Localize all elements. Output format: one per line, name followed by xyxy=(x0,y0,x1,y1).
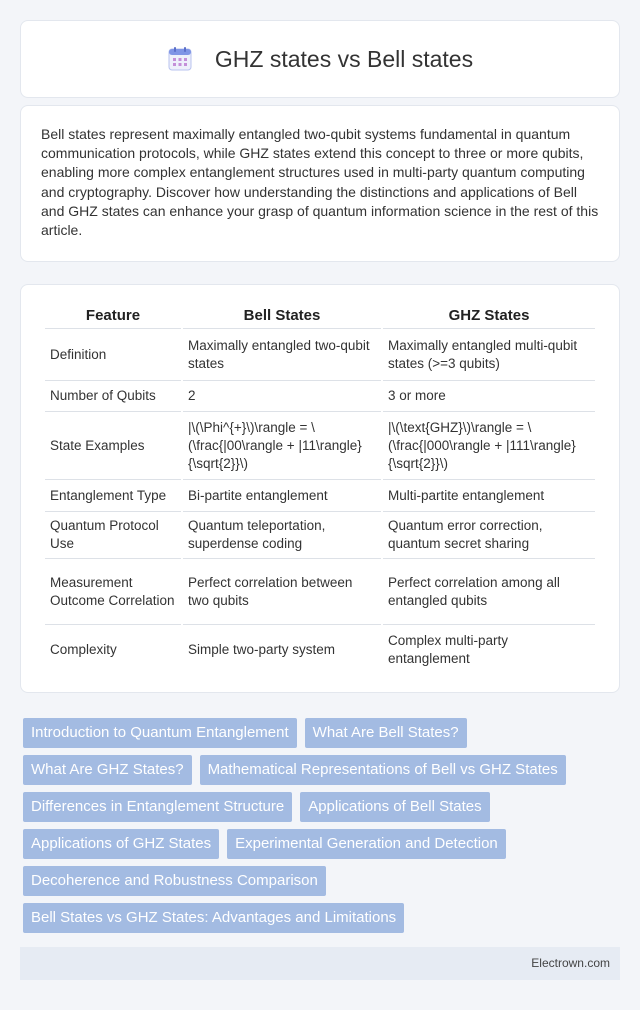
tag-advantages-and-limitations[interactable]: Bell States vs GHZ States: Advantages and Limitations xyxy=(23,903,404,933)
page-title: GHZ states vs Bell states xyxy=(214,45,474,72)
ghz-cell: |\(\text{GHZ}\)\rangle = \(\frac{|000\rangle + |111\rangle}{\sqrt{2}}\) xyxy=(383,412,595,480)
table-row xyxy=(45,381,595,412)
ghz-cell: Perfect correlation among all entangled qubits xyxy=(383,559,595,625)
ghz-cell: Complex multi-party entanglement xyxy=(388,633,509,666)
intro-card xyxy=(20,105,620,262)
comparison-card xyxy=(20,284,620,693)
feature-cell: Entanglement Type xyxy=(45,480,181,512)
table-row xyxy=(45,329,595,381)
feature-cell: Definition xyxy=(45,329,181,381)
ghz-cell: Maximally entangled multi-qubit states (>=3 qubits) xyxy=(383,329,595,381)
title-card xyxy=(20,20,620,98)
comparison-table xyxy=(43,301,597,675)
tag-decoherence-and-robustness[interactable]: Decoherence and Robustness Comparison xyxy=(23,866,326,896)
bell-cell: |\(\Phi^{+}\)\rangle = \(\frac{|00\rangle + |11\rangle}{\sqrt{2}}\) xyxy=(183,412,381,480)
table-row xyxy=(45,480,595,512)
bell-cell: Maximally entangled two-qubit states xyxy=(183,329,381,381)
intro-paragraph: Bell states represent maximally entangled two-qubit systems fundamental in quantum communication protocols, while GHZ states extend this concept to three or more qubits, enabling more complex entanglement structures used in multi-party quantum computing and cryptography. Discover how understanding the distinctions and applications of Bell and GHZ states can enhance your grasp of quantum information science in the rest of this article. xyxy=(41,126,599,239)
feature-cell: Complexity xyxy=(50,642,117,657)
tag-what-are-bell-states[interactable]: What Are Bell States? xyxy=(305,718,467,748)
table-row xyxy=(45,412,595,480)
feature-cell: Quantum Protocol Use xyxy=(45,512,181,559)
header-bell-states: Bell States xyxy=(183,301,381,329)
table-row xyxy=(45,559,595,625)
bell-cell: Quantum teleportation, superdense coding xyxy=(183,512,381,559)
tag-differences-in-entanglement-structure[interactable]: Differences in Entanglement Structure xyxy=(23,792,292,822)
feature-cell: Measurement Outcome Correlation xyxy=(45,559,181,625)
header-ghz-states: GHZ States xyxy=(383,301,595,329)
bell-cell: Bi-partite entanglement xyxy=(183,480,381,512)
bell-cell: Simple two-party system xyxy=(188,642,336,657)
tag-mathematical-representations[interactable]: Mathematical Representations of Bell vs GHZ States xyxy=(200,755,566,785)
ghz-cell: 3 or more xyxy=(383,381,595,412)
footer xyxy=(20,947,620,980)
topic-tags xyxy=(23,718,603,940)
table-row xyxy=(45,512,595,559)
tag-experimental-generation-and-detection[interactable]: Experimental Generation and Detection xyxy=(227,829,506,859)
tag-what-are-ghz-states[interactable]: What Are GHZ States? xyxy=(23,755,192,785)
calendar-icon xyxy=(167,46,193,72)
feature-cell: Number of Qubits xyxy=(45,381,181,412)
footer-site-link[interactable]: Electrown.com xyxy=(531,956,610,970)
bell-cell: 2 xyxy=(183,381,381,412)
feature-cell: State Examples xyxy=(45,412,181,480)
tag-applications-of-ghz-states[interactable]: Applications of GHZ States xyxy=(23,829,219,859)
tag-applications-of-bell-states[interactable]: Applications of Bell States xyxy=(300,792,489,822)
bell-cell: Perfect correlation between two qubits xyxy=(183,559,381,625)
header-feature: Feature xyxy=(45,301,181,329)
table-row xyxy=(45,625,595,675)
table-header-row xyxy=(45,301,595,329)
ghz-cell: Multi-partite entanglement xyxy=(383,480,595,512)
ghz-cell: Quantum error correction, quantum secret sharing xyxy=(383,512,595,559)
tag-introduction-to-quantum-entanglement[interactable]: Introduction to Quantum Entanglement xyxy=(23,718,297,748)
